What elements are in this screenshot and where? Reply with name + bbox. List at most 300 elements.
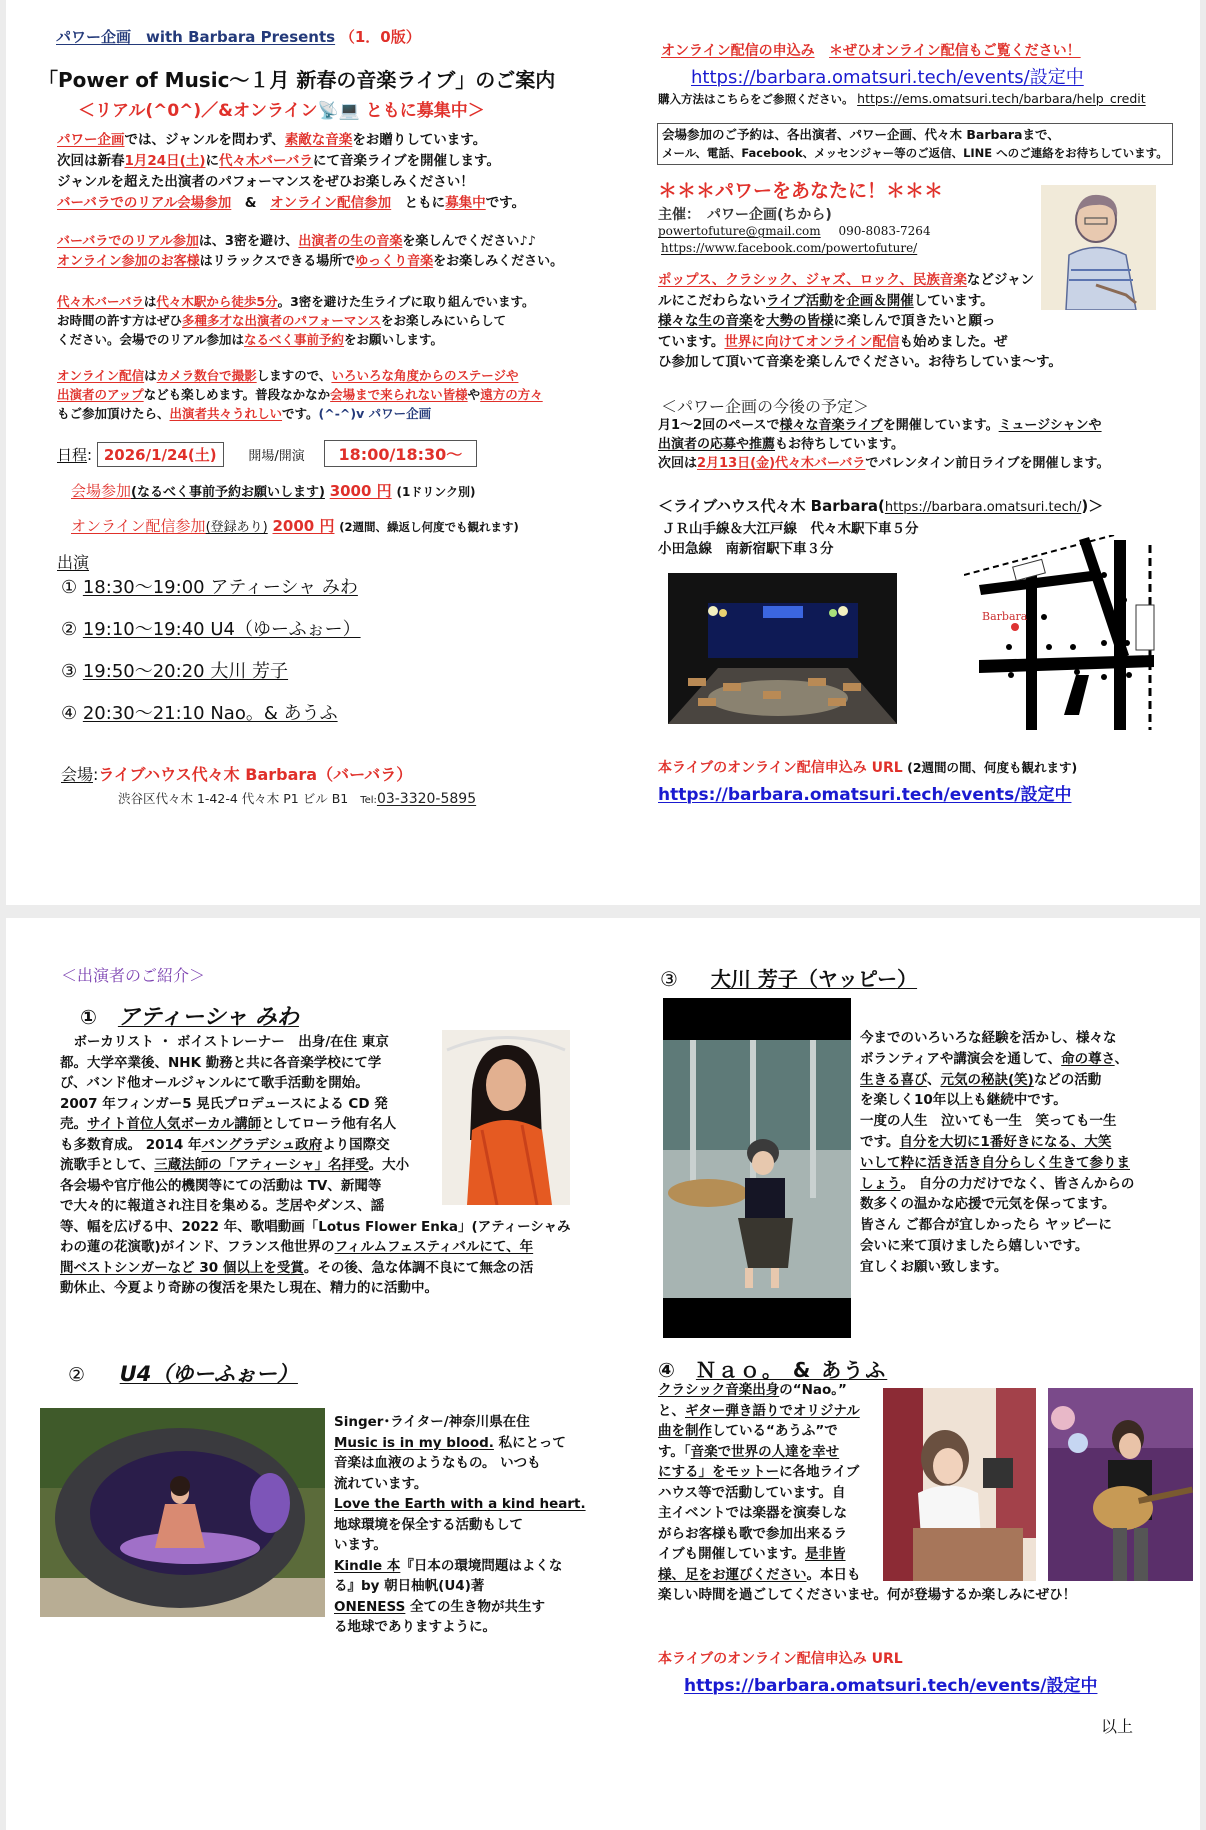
text-line [334,1494,586,1515]
text-run: ボランティアや講演会を通して、 [860,1050,1062,1067]
highlight-text: ポップス、クラシック、ジャズ、ロック、民族音楽 [658,272,967,288]
performer-2-name: U4（ゆーふぉー） [119,1362,298,1386]
reserve-box [657,123,1173,165]
highlight-text: バーバラでのリアル会場参加 [57,195,232,211]
text-run: に楽しんで頂きたいと願っ [833,313,996,329]
venue-address-row [118,789,476,807]
text-line [334,1474,586,1495]
text-run: 大勢の皆様 [766,313,834,329]
text-run: Kindle 本 [334,1557,401,1574]
text-run: 流歌手として、 [60,1157,155,1173]
text-line [57,404,543,423]
text-run: お時間の許す方はぜひ [57,313,183,328]
text-line [658,454,1109,473]
text-run: しますので、 [256,368,332,383]
lineup-time-and-name: 19:50～20:20 大川 芳子 [82,661,289,682]
text-run: & [231,195,271,211]
text-run: 間ベストシンガーなど 30 個以上を受賞 [60,1259,304,1276]
highlight-text: 世界に向けてオンライン配信 [724,333,900,350]
reserve-line-2: メール、電話、Facebook、メッセンジャー等のご返信、LINE へのご連絡をお待ちしています。 [662,146,1168,160]
highlight-text: パワー企画 [57,132,125,148]
text-run: より国際交 [322,1136,390,1153]
text-run: サイト首位人気ボーカル講師 [87,1116,262,1132]
text-line [658,435,1109,454]
text-run: している“あうふ”で [712,1423,838,1439]
venue-row: 会場:ライブハウス代々木 Barbara（バーバラ） [61,765,413,784]
venue-name: ライブハウス代々木 Barbara（バーバラ） [98,765,413,784]
text-line [860,1070,1134,1091]
text-run: 各会場や官庁他公的機関等にての活動は TV、新聞等 [60,1177,382,1194]
highlight-text: 出演者の生の音楽 [298,234,403,249]
plans-paragraph [658,416,1109,473]
text-run: 生きる喜び [860,1071,927,1088]
text-run: も始めました。ぜ [899,333,1008,350]
performer-3-num: ③ [660,967,678,991]
text-line [57,252,563,272]
performer-4-bio [658,1380,861,1585]
text-line [860,1153,1134,1174]
text-run: をお楽しみにいらして [381,313,507,328]
text-run: ハウス等で活動しています。自 [658,1484,846,1501]
text-run: がらお客様も歌で参加出来るラ [658,1525,847,1542]
performer-4-nao-photo [883,1388,1036,1581]
text-run: 宜しくお願い致します。 [860,1258,1008,1275]
highlight-text: カメラ数台で撮影 [156,368,257,383]
text-line [334,1515,586,1536]
text-run: す。「 [658,1443,691,1460]
text-line [658,352,1062,373]
text-run: としてローラ他有名人 [261,1116,397,1132]
footer-url-link[interactable]: https://barbara.omatsuri.tech/events/設定中 [658,785,1072,805]
text-run: 命の尊さ [1061,1050,1115,1067]
stage-photo-icon [668,573,897,724]
lineup-heading: 出演 [57,553,90,572]
text-line [658,1462,861,1483]
performer-4-aufu-photo [1048,1388,1193,1581]
text-run: しています。 [913,292,994,309]
purchase-row [658,91,1146,107]
text-line [860,1049,1134,1070]
text-run: バングラデシュ政府 [201,1136,323,1153]
text-run: なども楽しめます。普段なかなか [143,387,331,402]
text-line [658,1380,861,1401]
text-run: ONENESS [334,1598,406,1615]
page2-footer-url-label: 本ライブのオンライン配信申込み URL [658,1651,903,1667]
text-line [334,1556,586,1577]
text-run: 。 自分の力だけでなく、皆さんからの [900,1175,1135,1192]
livehouse-heading [658,495,1103,516]
text-run: 。本日も [806,1566,861,1583]
text-line [57,151,525,172]
text-run: 出演者の応募や推薦 [658,437,776,452]
highlight-text: 代々木バーバラ [219,153,313,169]
text-run: 曲を制作 [658,1423,712,1439]
text-run: 私にとって [493,1434,566,1451]
footer-url-label: 本ライブのオンライン配信申込み URL [658,760,903,776]
lineup-item [61,657,288,683]
access-map [964,535,1164,735]
presenter-line [56,26,421,47]
livehouse-heading-end: )＞ [1081,497,1104,515]
lineup-time-and-name: 19:10～19:40 U4（ゆーふぉー） [82,619,361,640]
highlight-text: オンライン参加のお客様 [57,254,200,269]
flyer-page-2 [6,918,1200,1830]
about-paragraph [658,270,1062,373]
performer-4-bio-tail: 楽しい時間を過ごしてくださいませ。何が登場するか楽しみにぜひ！ [658,1587,1077,1603]
text-line [57,172,525,193]
reserve-line-1: 会場参加のご予約は、各出演者、パワー企画、代々木 Barbaraまで、 [662,127,1060,142]
text-run: はリラックスできる場所で [199,254,356,269]
text-run: 三蔵法師の「アティーシャ」名拝受 [154,1157,369,1173]
date-value: 2026/1/24(土) [97,442,224,467]
performer-4-piano-icon [883,1388,1036,1581]
text-run: わの蓮の花演歌)がインド、フランス他世界の [60,1239,335,1255]
text-run: ルにこだわらない [658,292,766,309]
text-run: は [143,294,157,309]
text-run: 音楽で世界の人達を幸せ [690,1443,840,1460]
text-line [334,1597,586,1618]
facebook-link[interactable]: https://www.facebook.com/powertofuture/ [661,241,918,255]
text-line [334,1433,586,1454]
text-run: 、 [926,1071,941,1088]
text-run: 2007 年フィンガー5 晃氏プロデュースによる CD 発 [60,1095,388,1112]
highlight-text: 素敵な音楽 [284,132,353,148]
highlight-text: オンライン配信 [57,368,145,383]
text-run: 音楽は血液のようなもの。 いつも [334,1455,541,1471]
highlight-text: オンライン配信参加 [270,195,392,211]
text-line [57,330,535,349]
text-run: は [144,368,157,383]
performer-2-bio [334,1412,586,1638]
text-run: に [205,153,220,169]
lineup-time-and-name: 20:30～21:10 Nao。& あうふ [82,703,338,724]
text-line [860,1132,1134,1153]
text-run: しょう [860,1175,901,1192]
text-line [860,1236,1134,1257]
text-line [57,130,525,151]
text-line [60,1278,571,1299]
text-run: 是非皆 [805,1546,846,1562]
text-run: をお願いします。 [344,332,444,347]
online-heading-1: オンライン配信の申込み [661,43,815,59]
map-icon [964,535,1164,735]
online-price: 2000 円 [272,517,335,535]
text-line [57,292,535,311]
text-run: は、3密を避け、 [198,234,299,249]
text-line [658,291,1062,312]
svg-text:Barbara: Barbara [982,610,1028,623]
performer-2-title [68,1358,298,1388]
text-line [60,1258,571,1279]
text-run: などの活動 [1033,1071,1102,1088]
text-line [658,416,1109,435]
highlight-text: 遠方の方々 [480,387,543,402]
text-run: 今までのいろいろな経験を活かし、様々な [860,1030,1117,1046]
text-run: を楽しく10年以上も継続中です。 [860,1092,1067,1109]
text-run: 動休止、今夏より奇跡の復活を果たし現在、精力的に活動中。 [60,1280,438,1296]
performer-1-name: アティーシャ みわ [117,1005,299,1030]
organizer: 主催： パワー企画(ちから) [658,207,832,223]
text-run: もお待ちしています。 [775,437,904,452]
text-run: ひ参加して頂いて音楽を楽しんでください。お待ちしていま～す。 [658,354,1062,370]
highlight-text: 募集中 [445,195,486,211]
text-run: 『日本の環境問題はよくな [400,1557,563,1574]
text-line [860,1028,1134,1049]
date-label: 日程 [57,446,88,464]
text-line [60,1237,571,1258]
lineup-item [61,699,338,725]
text-run: を開催しています。 [882,418,999,433]
recruit-subtitle: ＜リアル(^0^)／&オンライン📡💻 ともに募集中＞ [78,101,485,121]
highlight-text: 出演者のアップ [57,387,144,402]
text-run: です。 [282,406,319,421]
text-line [860,1111,1134,1132]
text-line [334,1453,586,1474]
highlight-text: 1月24日(土) [124,153,206,169]
text-run: 。その後、急な体調不良にて無念の活 [303,1259,534,1276]
text-run: ギター弾き語りでオリジナル [685,1402,860,1419]
highlight-text: 代々木バーバラ [57,294,144,309]
text-run: 主イベントでは楽器を演奏しな [658,1505,847,1521]
text-run: Singer･ライター/神奈川県在住 [334,1414,530,1430]
text-run: でバレンタイン前日ライブを開催します。 [865,456,1110,471]
lineup-number: ② [61,619,83,640]
performer-4-guitar-icon [1048,1388,1193,1581]
text-line [658,1483,861,1504]
text-line [658,311,1062,332]
text-line [334,1617,586,1638]
text-run: です。 [860,1133,900,1150]
text-run: 。大小 [368,1157,410,1173]
highlight-text: 出演者共々うれしい [169,406,283,421]
text-run: フィルムフェスティバルにて、年 [334,1239,534,1255]
performer-3-photo [663,998,851,1338]
schedule-row: 日程: 2026/1/24(土) 開場/開演 18:00/18:30～ [57,440,477,467]
lineup-number: ③ [61,661,83,682]
text-run: では、ジャンルを問わず、 [124,132,285,148]
version: （1．0版） [339,28,421,46]
text-line [334,1535,586,1556]
text-run: る』by 朝日柚帆(U4)著 [334,1578,485,1594]
text-run: の“Nao。” [779,1382,847,1398]
intro-paragraph-3 [57,292,535,349]
highlight-text: 会場まで来られない皆様 [330,387,468,402]
text-line [658,1565,861,1586]
performer-2-num: ② [68,1364,86,1386]
performer-2-photo [40,1408,325,1617]
lineup-number: ① [61,577,83,598]
intro-paragraph-1 [57,130,525,214]
text-run: 。3密を避けた生ライブに取り組んでいます。 [277,294,535,309]
text-run: Music is in my blood. [334,1434,494,1451]
text-run: 様、足をお運びください [658,1566,807,1583]
online-heading [661,40,1081,60]
text-run: 月1～2回のペースで [658,418,780,433]
power-heading: ＊＊＊パワーをあなたに！＊＊＊ [658,180,944,202]
text-run: ボーカリスト ・ ボイストレーナー 出身/在住 東京 [60,1034,389,1050]
plans-heading: ＜パワー企画の今後の予定＞ [661,397,870,416]
text-run: ています。 [658,333,725,350]
performer-3-name: 大川 芳子（ヤッピー） [710,967,918,991]
contact-row [658,224,931,238]
closing-text: 以上 [1101,1717,1134,1736]
venue-price: 3000 円 [329,482,392,500]
purchase-url-link[interactable]: https://ems.omatsuri.tech/barbara/help_credit [857,91,1146,106]
text-run: にする」をモットー [658,1464,780,1480]
text-run: や [467,387,481,402]
text-line [60,1217,571,1238]
presenter: パワー企画 with Barbara Presents [56,28,336,46]
text-run: います。 [334,1537,387,1553]
text-line [658,1442,861,1463]
text-run: にて音楽ライブを開催します。 [312,153,500,169]
text-run: イブも開催しています。 [658,1546,806,1562]
venue-stage-photo [668,573,897,724]
text-run: ミュージシャンや [998,418,1102,433]
text-run: ください。会場でのリアル参加は [57,332,245,347]
performer-2-geode-icon [40,1408,325,1617]
flyer-page-1 [6,0,1200,905]
open-label: 開場/開演 [248,449,305,464]
livehouse-url-link[interactable]: https://barbara.omatsuri.tech/ [884,500,1082,515]
highlight-text: バーバラでのリアル参加 [57,234,199,249]
text-run: も多数育成。 2014 年 [60,1136,202,1153]
livehouse-heading-text: ＜ライブハウス代々木 Barbara( [658,497,885,515]
text-run: ジャンルを超えた出演者のパフォーマンスをぜひお楽しみください！ [57,174,474,190]
performer-3-bio [860,1028,1134,1278]
online-price-note: (登録あり) [205,520,268,535]
text-line [658,1524,861,1545]
venue-price-label: 会場参加 [71,482,132,500]
text-line [860,1090,1134,1111]
performer-4-title [658,1354,887,1383]
text-run: を楽しんでください♪♪ [402,234,536,249]
text-run: 流れています。 [334,1475,428,1492]
text-run: もご参加頂けたら、 [57,406,170,421]
footer-url-row [658,757,1077,777]
text-run: る地球でありますように。 [334,1619,496,1635]
text-run: 都。大学卒業後、NHK 勤務と共に各音楽学校にて学 [60,1054,382,1071]
email-link[interactable]: powertofuture@gmail.com [658,224,821,238]
text-run: ともに [391,195,446,211]
intro-paragraph-4 [57,366,543,423]
text-line [57,311,535,330]
lineup-number: ④ [61,703,83,724]
text-line [57,193,525,214]
text-run: ライブ活動を企画＆開催 [766,292,914,309]
text-run: 皆さん ご都合が宜しかったら ヤッピーに [860,1217,1112,1234]
venue-price-note: (なるべく事前予約お願いします) [131,485,325,500]
performer-3-portrait-icon [663,998,851,1338]
text-run: 様々な音楽ライブ [779,418,883,433]
footer-url-note: (2週間の間、何度も観れます) [907,760,1078,775]
text-line [658,1544,861,1565]
text-run: 様々な生の音楽 [658,313,753,329]
highlight-text: なるべく事前予約 [244,332,345,347]
text-run: 売。 [60,1116,87,1132]
lineup-item [61,615,361,641]
text-run: 一度の人生 泣いても一生 笑っても一生 [860,1113,1117,1130]
lineup-time-and-name: 18:30～19:00 アティーシャ みわ [82,577,358,598]
performers-heading: ＜出演者のご紹介＞ [61,966,206,985]
purchase-text: 購入方法はこちらをご参照ください。 [658,92,854,106]
text-line [860,1257,1134,1278]
text-line [334,1412,586,1433]
text-run: Love the Earth with a kind heart. [334,1496,586,1512]
performer-1-title [80,1000,299,1031]
text-run: を [752,313,766,329]
text-run: です。 [485,195,526,211]
text-run: クラシック音楽出身 [658,1382,780,1398]
phone: 090-8083-7264 [838,224,931,238]
text-line [860,1215,1134,1236]
text-line [860,1174,1134,1195]
text-run: で大々的に報道され注目を集める。芝居やダンス、謡 [60,1198,385,1214]
text-run: をお楽しみください。 [433,254,564,269]
text-line [57,366,543,385]
page2-footer-url-link[interactable]: https://barbara.omatsuri.tech/events/設定中 [684,1676,1098,1696]
text-run: 次回は新春 [57,153,125,169]
text-run: (^-^)v パワー企画 [318,406,432,421]
open-value: 18:00/18:30～ [324,440,478,467]
venue-label: 会場 [61,765,94,784]
text-run: 会いに来て頂けましたら嬉しいです。 [860,1237,1089,1254]
text-line [658,332,1062,353]
performer-4-name: Ｎａｏ。 & あうふ [695,1358,888,1382]
performer-1-photo [442,1030,570,1205]
highlight-text: 2月13日(金)代々木バーバラ [697,456,866,471]
highlight-text: 多種多才な出演者のパフォーマンス [182,313,382,328]
access-odakyu: 小田急線 南新宿駅下車３分 [658,541,834,557]
online-url-link[interactable]: https://barbara.omatsuri.tech/events/設定中 [691,67,1084,88]
venue-price-row [71,480,476,501]
text-line [658,1503,861,1524]
venue-address: 渋谷区代々木 1-42-4 代々木 P1 ビル B1 [118,791,349,806]
online-heading-2: ＊ぜひオンライン配信もご覧ください！ [829,43,1081,59]
highlight-text: ゆっくり音楽 [355,254,434,269]
text-run: 全ての生き物が共生す [405,1598,546,1615]
performer-4-num: ④ [658,1358,675,1382]
text-run: と、 [658,1402,685,1419]
text-run: 数多くの温かな応援で元気を保ってます。 [860,1196,1116,1213]
text-run: 等、幅を広げる中、2022 年、歌唱動画「Lotus Flower Enka」(アティーシャみ [60,1218,571,1235]
text-line [334,1576,586,1597]
highlight-text: 代々木駅から徒歩5分 [156,294,278,309]
venue-price-extra: (1ドリンク別) [396,485,476,499]
page-title: 「Power of Music～１月 新春の音楽ライブ」のご案内 [38,68,556,92]
text-line [658,270,1062,291]
text-line [658,1421,861,1442]
text-run: 地球環境を保全する活動もして [334,1516,523,1533]
online-price-extra: (2週間、繰返し何度でも観れます) [339,520,519,534]
performer-1-portrait-icon [442,1030,570,1205]
venue-tel-link[interactable]: 03-3320-5895 [376,791,477,807]
text-run: び、バンド他オールジャンルにて歌手活動を開始。 [60,1075,369,1091]
text-run: などジャン [966,272,1035,288]
performer-1-num: ① [80,1005,97,1029]
text-line [658,1401,861,1422]
text-run: に各地ライブ [779,1464,860,1480]
performer-3-title [660,963,917,992]
text-line [57,232,563,252]
text-line [860,1194,1134,1215]
text-run: 、 [1114,1050,1129,1067]
tel-label: Tel: [360,795,377,806]
text-run: 自分を大切に1番好きになる、大笑 [899,1133,1112,1150]
online-price-label: オンライン配信参加 [71,517,206,535]
highlight-text: いろいろな角度からのステージや [331,368,519,383]
text-run: いして粋に活き活き自分らしく生きて参りま [860,1154,1130,1171]
